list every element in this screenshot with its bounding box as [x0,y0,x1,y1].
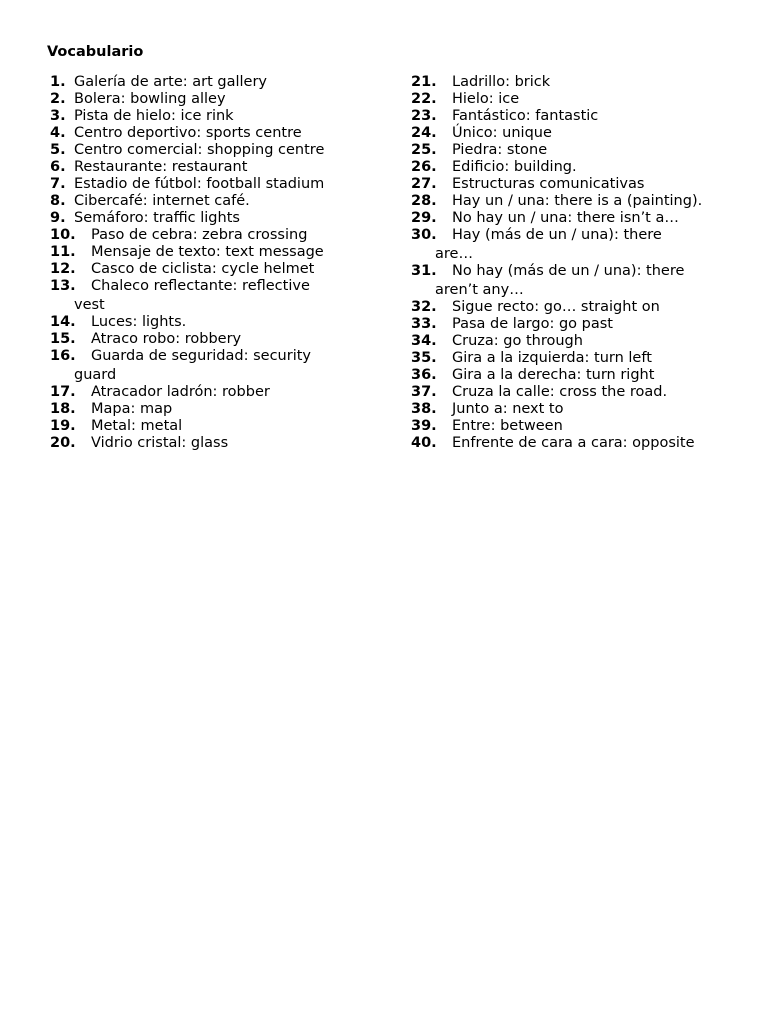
vocabulary-item [50,244,370,261]
item-text: No hay un / una: there isn’t a… [452,210,679,226]
item-text: Gira a la derecha: turn right [452,367,655,383]
item-text-continuation: are… [435,246,473,262]
item-text: Metal: metal [91,418,183,434]
item-number: 10. [50,227,76,243]
vocabulary-item [411,227,746,263]
item-number: 15. [50,331,76,347]
item-number: 24. [411,125,437,141]
item-number: 4. [50,125,66,141]
item-text: Luces: lights. [91,314,187,330]
vocabulary-item [50,176,370,193]
item-number: 39. [411,418,437,434]
item-text: Semáforo: traffic lights [74,210,240,226]
vocabulary-item [50,210,370,227]
vocabulary-item [50,384,370,401]
page-title: Vocabulario [47,44,144,60]
item-number: 30. [411,227,437,243]
vocabulary-item [411,108,746,125]
item-text: Gira a la izquierda: turn left [452,350,652,366]
vocabulary-item [411,263,746,299]
item-text: Ladrillo: brick [452,74,551,90]
item-number: 28. [411,193,437,209]
item-number: 36. [411,367,437,383]
item-number: 22. [411,91,437,107]
vocabulary-item [50,331,370,348]
item-number: 17. [50,384,76,400]
item-text: Hay (más de un / una): there [452,227,662,243]
vocabulary-item [411,401,746,418]
item-number: 34. [411,333,437,349]
item-text: Estadio de fútbol: football stadium [74,176,325,192]
item-text: Paso de cebra: zebra crossing [91,227,308,243]
item-number: 9. [50,210,66,226]
item-number: 40. [411,435,437,451]
item-number: 7. [50,176,66,192]
item-number: 27. [411,176,437,192]
item-text: Galería de arte: art gallery [74,74,267,90]
vocabulary-item [50,278,370,314]
item-text: Hay un / una: there is a (painting). [452,193,703,209]
item-number: 11. [50,244,76,260]
item-text: Chaleco reflectante: reflective [91,278,310,294]
item-text: Atracador ladrón: robber [91,384,270,400]
item-text: Estructuras comunicativas [452,176,645,192]
item-number: 16. [50,348,76,364]
item-number: 38. [411,401,437,417]
vocabulary-item [411,350,746,367]
item-text: Mapa: map [91,401,173,417]
item-text: Único: unique [452,125,552,141]
vocabulary-item [50,227,370,244]
item-text: Casco de ciclista: cycle helmet [91,261,315,277]
vocabulary-item [50,74,370,91]
item-text: Bolera: bowling alley [74,91,226,107]
item-number: 14. [50,314,76,330]
vocabulary-item [411,193,746,210]
vocabulary-item [50,91,370,108]
item-number: 19. [50,418,76,434]
vocabulary-item [411,142,746,159]
item-text-continuation: guard [74,367,117,383]
vocabulary-item [411,159,746,176]
item-text-continuation: vest [74,297,105,313]
item-text: Hielo: ice [452,91,520,107]
item-number: 37. [411,384,437,400]
vocabulary-item [50,159,370,176]
item-number: 6. [50,159,66,175]
item-number: 8. [50,193,66,209]
vocabulary-item [411,435,746,452]
item-text: Centro comercial: shopping centre [74,142,325,158]
vocabulary-item [411,299,746,316]
item-text: Fantástico: fantastic [452,108,599,124]
item-text: Vidrio cristal: glass [91,435,229,451]
item-text: Mensaje de texto: text message [91,244,324,260]
item-number: 3. [50,108,66,124]
item-text: Atraco robo: robbery [91,331,242,347]
item-number: 5. [50,142,66,158]
vocabulary-item [411,367,746,384]
vocabulary-item [50,261,370,278]
item-number: 29. [411,210,437,226]
item-text: Enfrente de cara a cara: opposite [452,435,695,451]
item-text: Cruza la calle: cross the road. [452,384,668,400]
item-number: 20. [50,435,76,451]
item-text: Pasa de largo: go past [452,316,613,332]
vocabulary-item [411,125,746,142]
vocabulary-item [411,74,746,91]
vocabulary-item [50,125,370,142]
vocabulary-item [50,314,370,331]
vocabulary-list-left [50,74,370,452]
item-text: Piedra: stone [452,142,548,158]
item-number: 33. [411,316,437,332]
item-text: Pista de hielo: ice rink [74,108,234,124]
vocabulary-list-right [411,74,746,452]
vocabulary-item [50,108,370,125]
item-text-continuation: aren’t any… [435,282,524,298]
vocabulary-item [50,435,370,452]
item-number: 18. [50,401,76,417]
item-text: No hay (más de un / una): there [452,263,685,279]
item-number: 35. [411,350,437,366]
item-number: 25. [411,142,437,158]
item-text: Entre: between [452,418,563,434]
item-number: 31. [411,263,437,279]
vocabulary-item [50,348,370,384]
item-text: Centro deportivo: sports centre [74,125,302,141]
item-number: 23. [411,108,437,124]
item-number: 32. [411,299,437,315]
vocabulary-item [411,384,746,401]
vocabulary-item [411,91,746,108]
vocabulary-item [50,401,370,418]
vocabulary-item [411,418,746,435]
vocabulary-item [411,333,746,350]
item-number: 13. [50,278,76,294]
item-text: Edificio: building. [452,159,577,175]
vocabulary-item [50,193,370,210]
vocabulary-item [411,210,746,227]
vocabulary-item [50,418,370,435]
item-text: Junto a: next to [452,401,564,417]
vocabulary-item [50,142,370,159]
vocabulary-item [411,316,746,333]
item-number: 1. [50,74,66,90]
item-number: 12. [50,261,76,277]
item-number: 21. [411,74,437,90]
item-text: Cruza: go through [452,333,583,349]
item-text: Sigue recto: go… straight on [452,299,660,315]
item-number: 26. [411,159,437,175]
item-text: Guarda de seguridad: security [91,348,311,364]
item-number: 2. [50,91,66,107]
vocabulary-item [411,176,746,193]
item-text: Restaurante: restaurant [74,159,248,175]
item-text: Cibercafé: internet café. [74,193,250,209]
